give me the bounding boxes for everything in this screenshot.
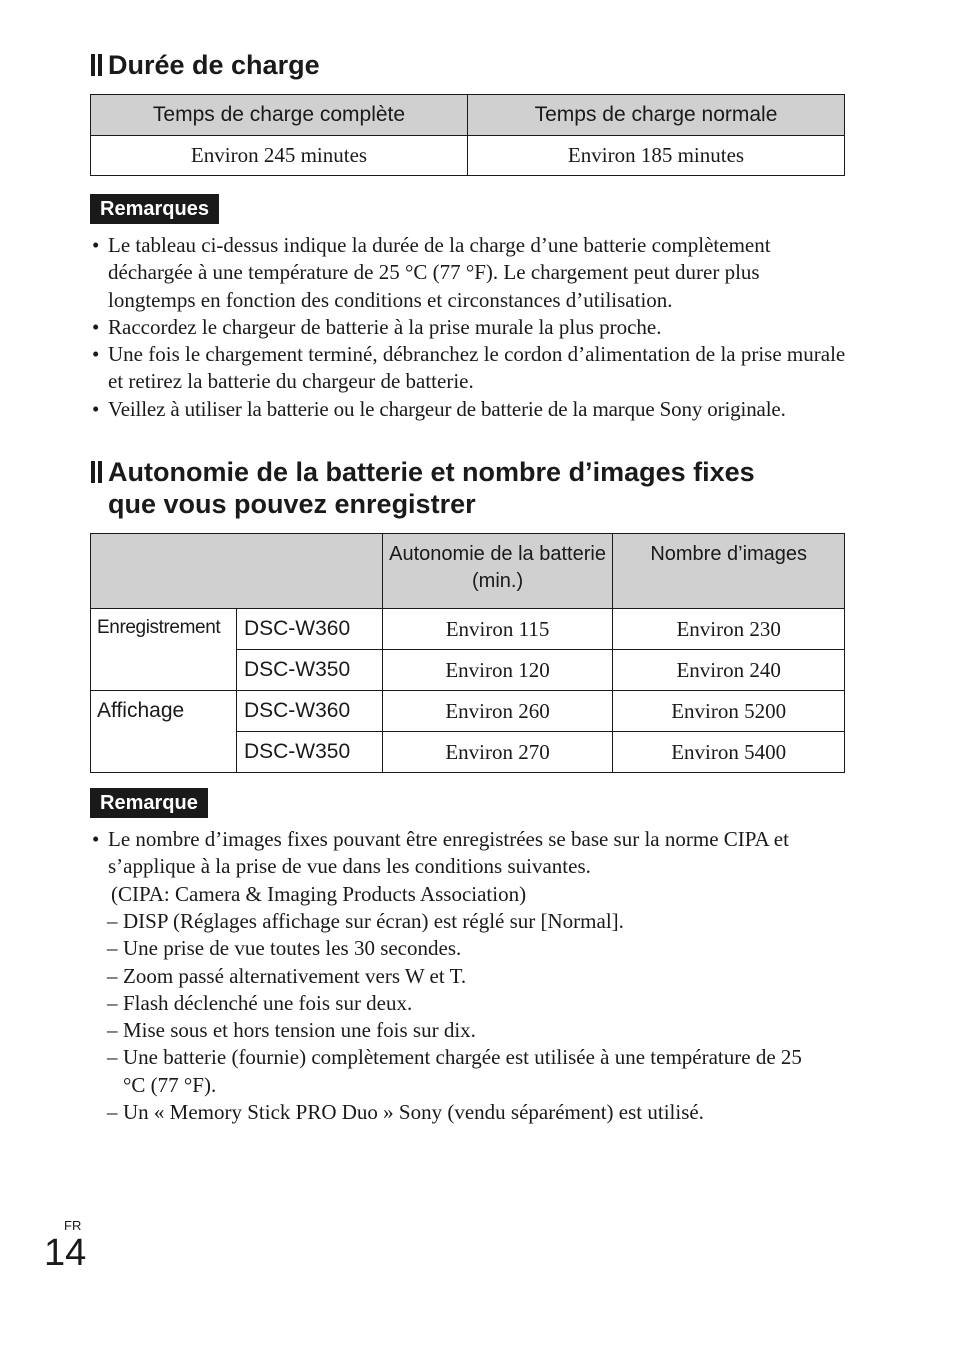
list-item: – Une batterie (fournie) complètement chargée est utilisée à une température de 25 °C (77 °F).: [107, 1044, 823, 1099]
table-cell: Environ 240: [613, 650, 845, 691]
group-label: Enregistrement: [91, 609, 237, 691]
section-marker-icon: [90, 461, 104, 483]
table-cell: Environ 5400: [613, 732, 845, 773]
note-badge: Remarque: [90, 788, 208, 818]
list-item: • Le tableau ci-dessus indique la durée de la charge d’une batterie complètement déchargée à une température de 25 °C (77 °F). Le chargement peut durer plus longtemps en fonction des conditions et circonstances d’utilisation.: [90, 232, 850, 314]
table-cell: Environ 120: [382, 650, 613, 691]
list-item: – Flash déclenché une fois sur deux.: [107, 990, 847, 1017]
table-header: Autonomie de la batterie (min.): [382, 534, 613, 609]
list-item: • Veillez à utiliser la batterie ou le chargeur de batterie de la marque Sony originale.: [90, 396, 850, 423]
table-cell: Environ 270: [382, 732, 613, 773]
list-item: • Raccordez le chargeur de batterie à la prise murale la plus proche.: [90, 314, 850, 341]
cipa-definition: (CIPA: Camera & Imaging Products Association): [111, 882, 527, 906]
list-item: – Mise sous et hors tension une fois sur dix.: [107, 1017, 847, 1044]
model-cell: DSC-W350: [236, 732, 382, 773]
list-item: • Le nombre d’images fixes pouvant être enregistrées se base sur la norme CIPA et s’applique à la prise de vue dans les conditions suivantes.: [90, 826, 850, 881]
notes-badge: Remarques: [90, 194, 219, 224]
model-cell: DSC-W360: [236, 609, 382, 650]
table-row: [91, 691, 845, 732]
list-item: • Une fois le chargement terminé, débranchez le cordon d’alimentation de la prise murale et retirez la batterie du chargeur de batterie.: [90, 341, 850, 396]
section-title-battery-life: Autonomie de la batterie et nombre d’images fixes que vous pouvez enregistrer: [90, 456, 755, 520]
table-header: Temps de charge complète: [91, 95, 468, 136]
battery-life-table: [90, 533, 845, 773]
notes-list: [90, 232, 850, 423]
table-header-empty: [91, 534, 383, 609]
model-cell: DSC-W350: [236, 650, 382, 691]
table-cell: Environ 260: [382, 691, 613, 732]
group-label: Affichage: [91, 691, 237, 773]
page-number: 14: [44, 1232, 87, 1274]
table-cell: Environ 5200: [613, 691, 845, 732]
list-item: – DISP (Réglages affichage sur écran) est réglé sur [Normal].: [107, 908, 847, 935]
section-marker-icon: [90, 54, 104, 76]
list-item: – Zoom passé alternativement vers W et T.: [107, 963, 847, 990]
charge-time-table: [90, 94, 845, 176]
note-list: [90, 826, 850, 881]
table-header: Nombre d’images: [613, 534, 845, 609]
model-cell: DSC-W360: [236, 691, 382, 732]
table-cell: Environ 115: [382, 609, 613, 650]
table-row: [91, 609, 845, 650]
table-header: Temps de charge normale: [468, 95, 845, 136]
list-item: – Une prise de vue toutes les 30 secondes.: [107, 935, 847, 962]
table-cell: Environ 230: [613, 609, 845, 650]
table-cell: Environ 185 minutes: [468, 136, 845, 176]
section-title-charge-time: Durée de charge: [90, 49, 320, 81]
language-code: FR: [64, 1218, 82, 1233]
conditions-list: [107, 908, 847, 1126]
table-cell: Environ 245 minutes: [91, 136, 468, 176]
list-item: – Un « Memory Stick PRO Duo » Sony (vendu séparément) est utilisé.: [107, 1099, 847, 1126]
